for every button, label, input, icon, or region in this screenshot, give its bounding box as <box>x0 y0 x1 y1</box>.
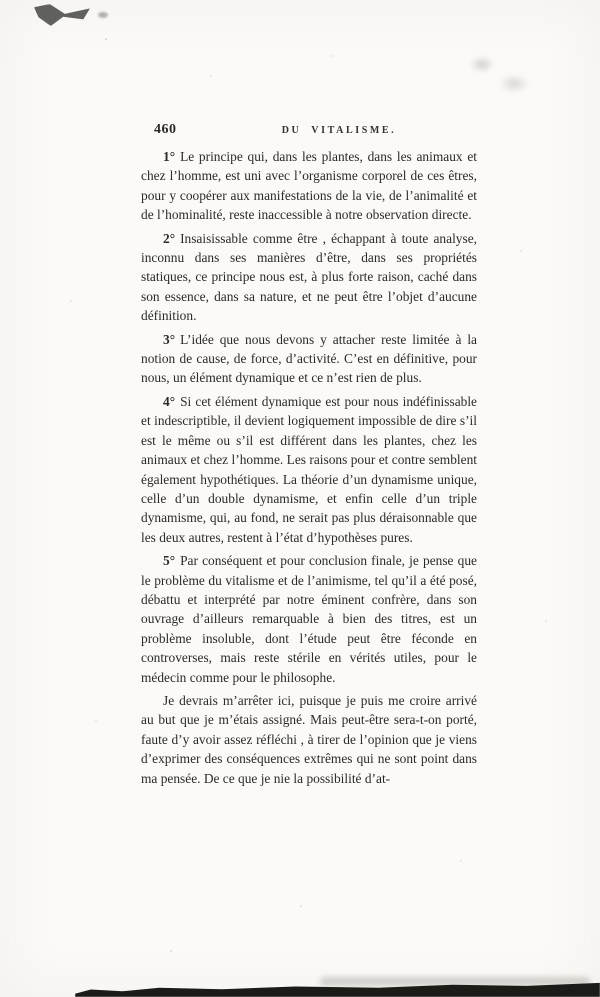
ink-speck-top-left <box>98 12 108 18</box>
paragraph <box>141 551 477 687</box>
paragraph-lead: 2° <box>163 230 176 246</box>
running-title: DU VITALISME. <box>281 125 397 136</box>
paragraph-text: Si cet élément dynamique est pour nous indéfinissable et indescriptible, il devient logiquement impossible de dire s’il est le même ou s’il est différent dans les plantes, chez les animaux et chez l’homme. Les raisons pour et contre semblent également hypothétiques. La théorie d’un dynamisme unique, celle d’un double dynamisme, et enfin celle d’un triple dynamisme, qui, au fond, ne serait pas plus déraisonnable que les deux autres, restent à l’état d’hypothèses pures. <box>141 393 477 545</box>
page-number: 460 <box>154 122 177 137</box>
paragraph-text: Le principe qui, dans les plantes, dans les animaux et chez l’homme, est uni avec l’organisme corporel de ces êtres, pour y coopérer aux manifestations de la vie, de l’animalité et de l’hominalité, reste inaccessible à notre observation directe. <box>141 149 477 223</box>
paragraph-text: L’idée que nous devons y attacher reste limitée à la notion de cause, de force, d’activité. C’est en définitive, pour nous, un élément dynamique et ce n’est rien de plus. <box>141 331 477 386</box>
paragraph-lead: 1° <box>163 149 176 164</box>
paragraph <box>141 229 477 326</box>
paragraph-lead: 3° <box>163 331 176 347</box>
ink-mark-top-left <box>34 4 90 26</box>
paragraph-text: Par conséquent et pour conclusion finale, je pense que le problème du vitalisme et de l’animisme, tel qu’il a été posé, débattu et interprété par notre éminent confrère, dans son ouvrage d’ailleurs remarquable à bien des titres, est un problème insoluble, dont l’étude peut être féconde en controverses, mais reste stérile en vérités utiles, pour le médecin comme pour le philosophe. <box>141 553 477 685</box>
scan-shadow-bottom <box>320 977 590 986</box>
text-block <box>141 147 477 792</box>
paragraph-lead: 4° <box>163 393 176 409</box>
paragraph-lead: 5° <box>163 553 176 569</box>
paragraph <box>141 330 477 388</box>
paragraph <box>141 691 477 788</box>
paragraph-text: Je devrais m’arrêter ici, puisque je puis me croire arrivé au but que je m’étais assigné. Mais peut-être sera-t-on porté, faute d’y avoir assez réfléchi , à tirer de l’opinion que je viens d’exprimer des conséquences extrêmes qui ne sont point dans ma pensée. De ce que je nie la possibilité d’at- <box>141 692 477 786</box>
page-header <box>142 122 476 140</box>
paragraph-text: Insaisissable comme être , échappant à toute analyse, inconnu dans ses manières d’être, dans ses propriétés statiques, ce principe nous est, à plus forte raison, caché dans son essence, dans sa nature, et ne peut être l’objet d’aucune définition. <box>141 230 477 324</box>
smudge-top-right <box>462 50 542 98</box>
paragraph <box>141 392 477 547</box>
paper-speckles <box>0 0 2 2</box>
paragraph <box>141 147 477 225</box>
